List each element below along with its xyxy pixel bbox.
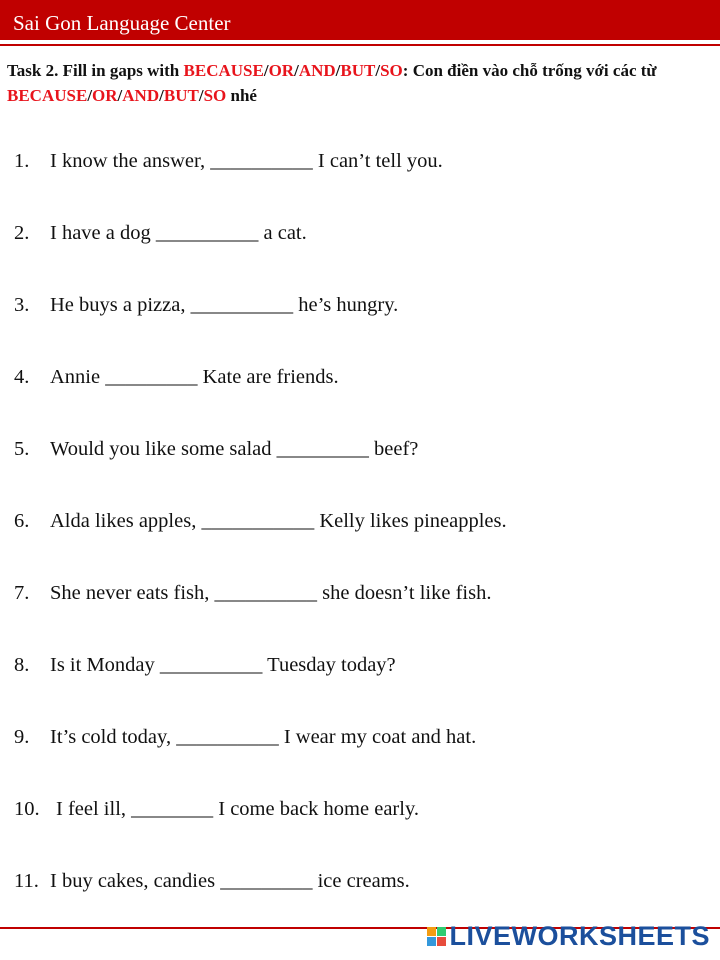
keyword-so: SO: [380, 61, 403, 80]
item-number: 10.: [14, 798, 40, 820]
item-number: 2.: [14, 222, 30, 244]
separator: /: [263, 61, 269, 80]
separator: /: [335, 61, 341, 80]
separator: /: [198, 86, 204, 105]
item-number: 8.: [14, 654, 30, 676]
keyword-because: BECAUSE: [7, 86, 88, 105]
exercise-item: [14, 722, 476, 752]
logo-mark-icon: [427, 927, 446, 946]
separator: /: [375, 61, 381, 80]
item-number: 11.: [14, 870, 39, 892]
item-text: It’s cold today, __________ I wear my coat and hat.: [50, 726, 477, 748]
item-number: 5.: [14, 438, 30, 460]
item-number: 7.: [14, 582, 30, 604]
exercise-item: [14, 218, 307, 248]
task-prefix: Task 2. Fill in gaps with: [7, 61, 184, 80]
header-bar: [0, 0, 720, 40]
item-number: 4.: [14, 366, 30, 388]
exercise-item: [14, 794, 419, 824]
liveworksheets-logo: [427, 920, 710, 952]
exercise-item: [14, 290, 398, 320]
keyword-but: BUT: [340, 61, 376, 80]
item-text: I buy cakes, candies _________ ice creams.: [50, 870, 410, 892]
exercise-item: [14, 506, 507, 536]
item-number: 6.: [14, 510, 30, 532]
exercise-item: [14, 578, 491, 608]
task-mid: : Con điền vào chỗ trống với các từ: [402, 61, 657, 80]
keyword-or: OR: [268, 61, 295, 80]
exercise-item: [14, 362, 339, 392]
item-text: Is it Monday __________ Tuesday today?: [50, 654, 396, 676]
keyword-because: BECAUSE: [183, 61, 264, 80]
logo-tile-icon: [437, 937, 446, 946]
task-suffix: nhé: [226, 86, 257, 105]
item-text: Alda likes apples, ___________ Kelly likes pineapples.: [50, 510, 507, 532]
item-text: I know the answer, __________ I can’t tell you.: [50, 150, 443, 172]
item-text: Annie _________ Kate are friends.: [50, 366, 339, 388]
exercise-item: [14, 866, 410, 896]
exercise-item: [14, 146, 443, 176]
logo-tile-icon: [427, 937, 436, 946]
keyword-but: BUT: [163, 86, 199, 105]
keyword-and: AND: [298, 61, 336, 80]
header-divider: [0, 44, 720, 46]
item-number: 1.: [14, 150, 30, 172]
item-text: I feel ill, ________ I come back home early.: [56, 798, 419, 820]
item-number: 3.: [14, 294, 30, 316]
logo-text: LIVEWORKSHEETS: [449, 920, 710, 951]
exercise-item: [14, 434, 418, 464]
item-text: I have a dog __________ a cat.: [50, 222, 307, 244]
keyword-or: OR: [92, 86, 118, 105]
logo-tile-icon: [427, 927, 436, 936]
keyword-so: SO: [203, 86, 227, 105]
separator: /: [87, 86, 93, 105]
exercise-item: [14, 650, 396, 680]
item-text: She never eats fish, __________ she doesn’t like fish.: [50, 582, 492, 604]
separator: /: [159, 86, 164, 105]
keyword-and: AND: [122, 86, 160, 105]
task-instructions: [7, 58, 707, 108]
page-title: Sai Gon Language Center: [13, 11, 231, 35]
item-number: 9.: [14, 726, 30, 748]
item-text: He buys a pizza, __________ he’s hungry.: [50, 294, 399, 316]
separator: /: [117, 86, 123, 105]
logo-tile-icon: [437, 927, 446, 936]
separator: /: [294, 61, 299, 80]
item-text: Would you like some salad _________ beef?: [50, 438, 419, 460]
